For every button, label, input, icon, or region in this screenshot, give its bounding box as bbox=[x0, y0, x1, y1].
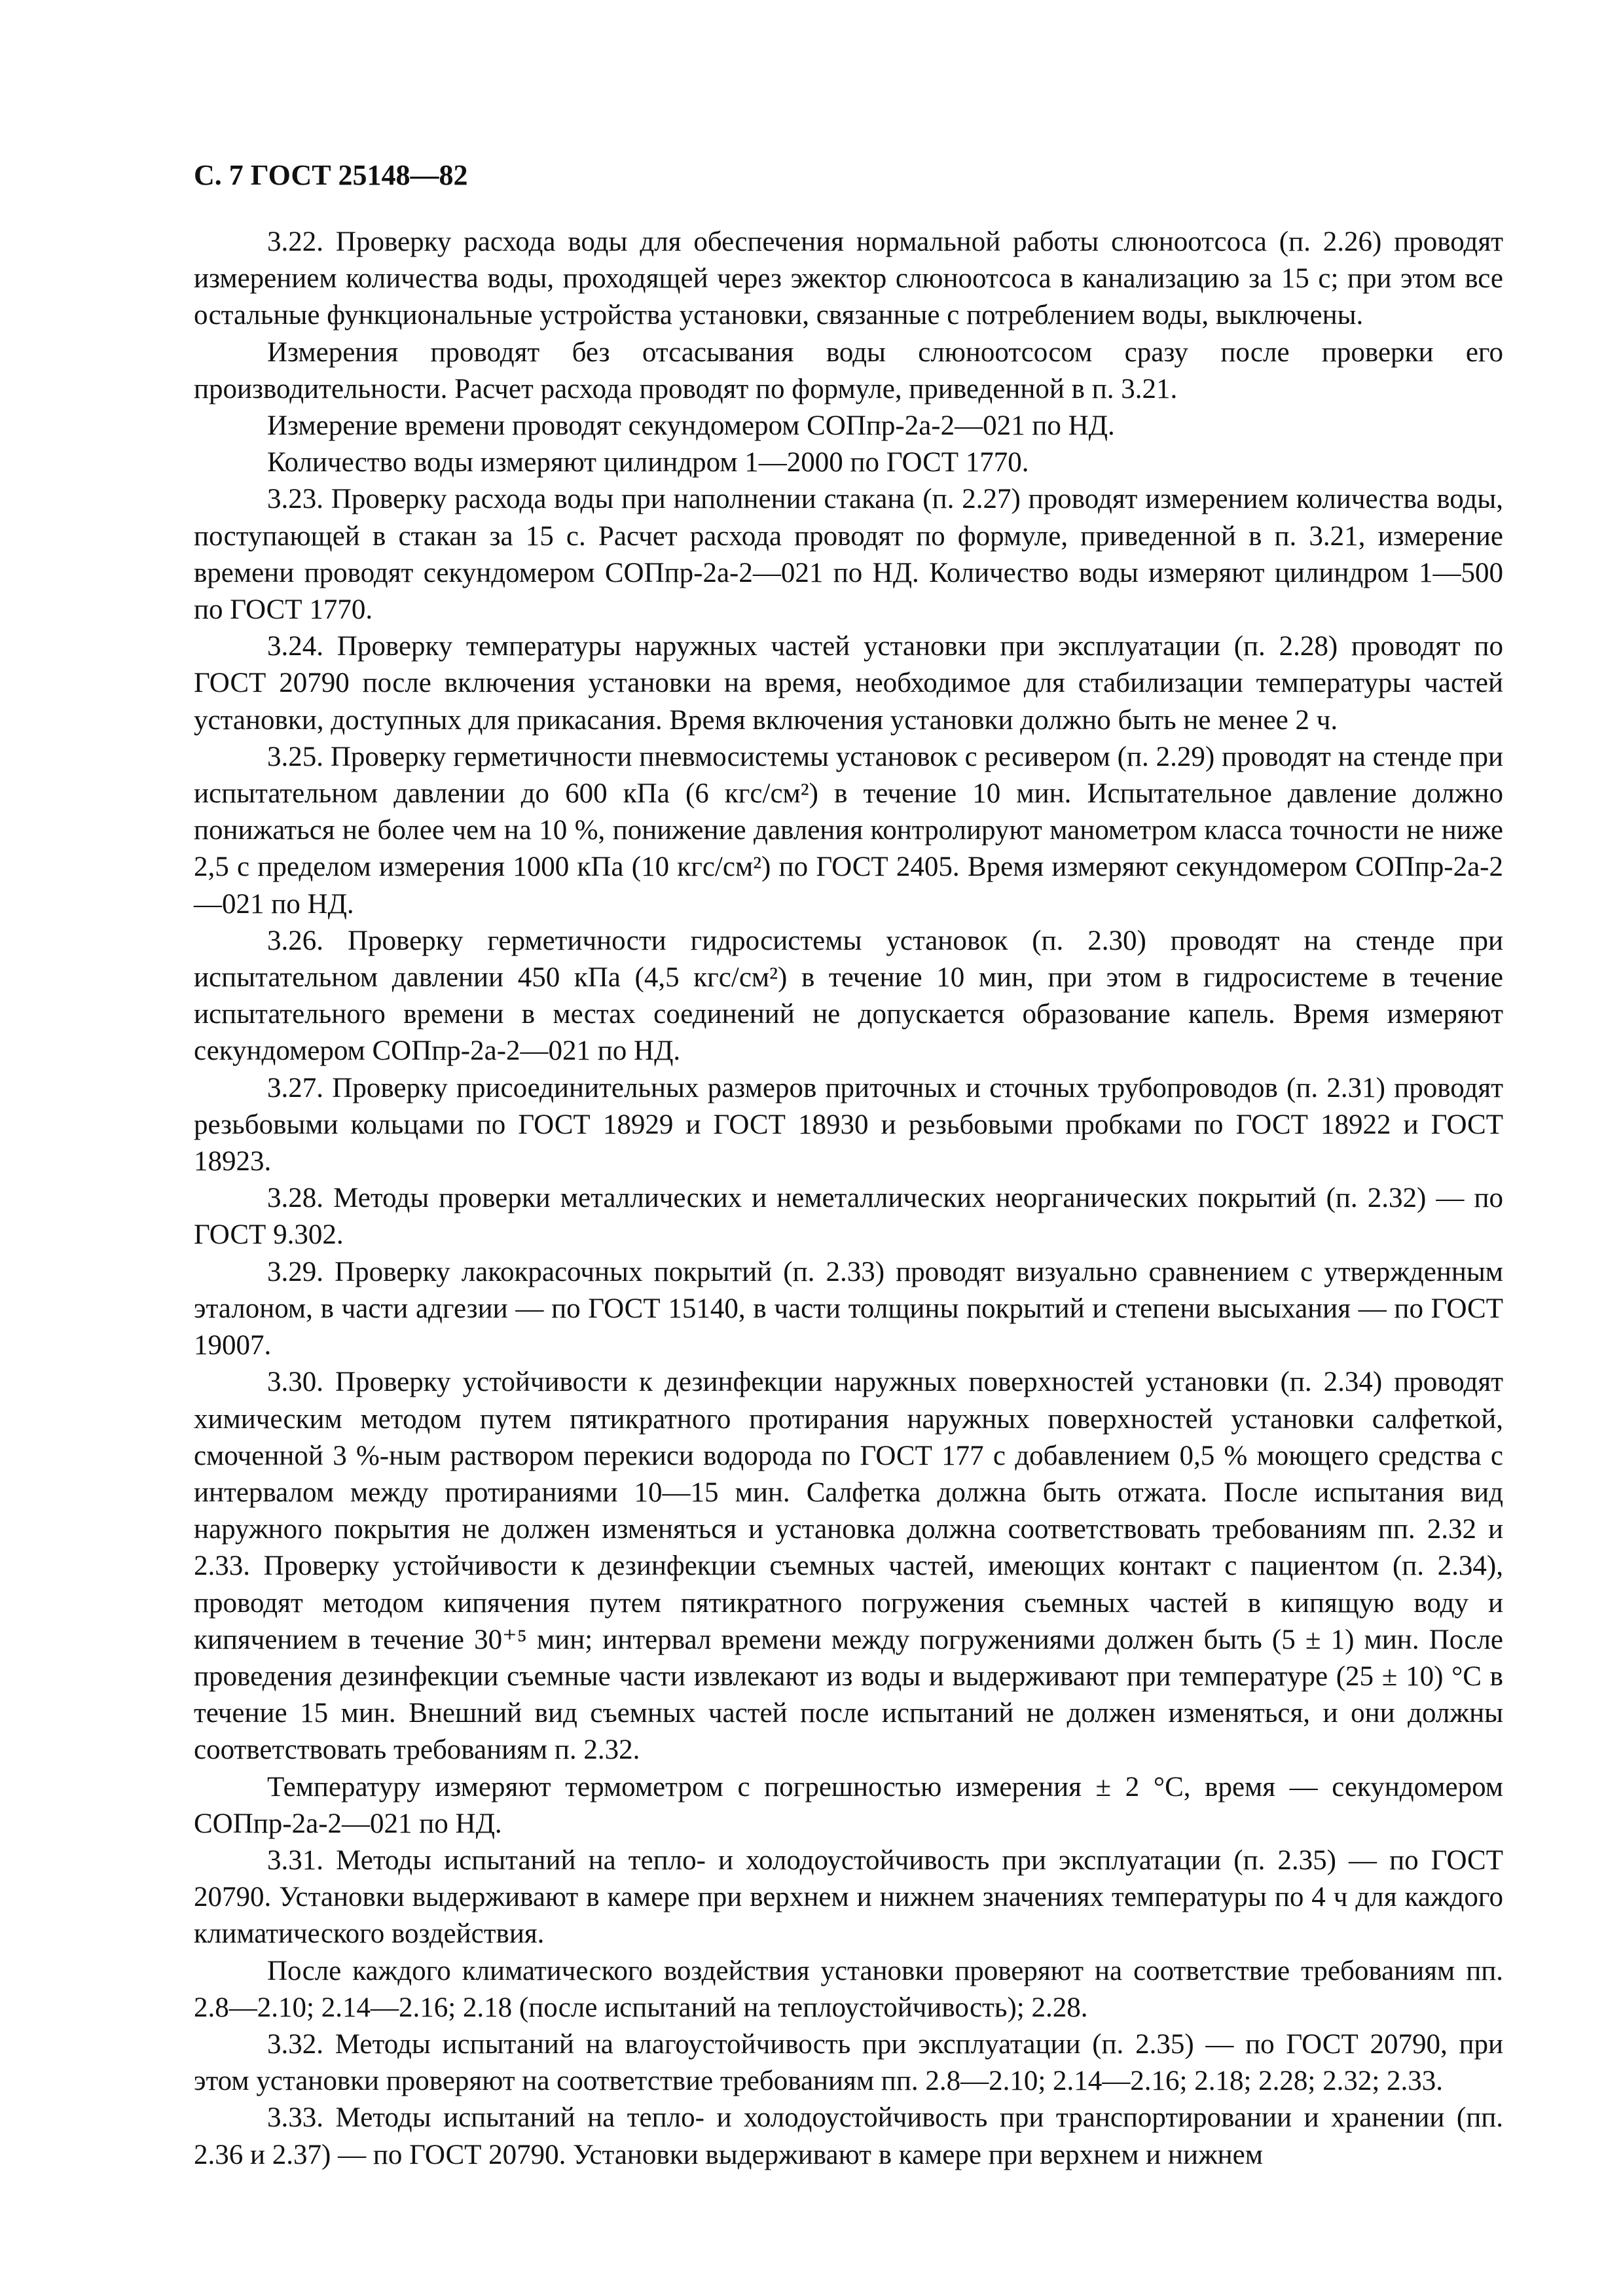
paragraph-3-29: 3.29. Проверку лакокрасочных покрытий (п. 2.33) проводят визуально сравнением с утвержденным эталоном, в части адгезии — по ГОСТ 15140, в части толщины покрытий и степени высыхания — по ГОСТ 19007. bbox=[194, 1256, 1503, 1361]
paragraph-3-32: 3.32. Методы испытаний на влагоустойчивость при эксплуатации (п. 2.35) — по ГОСТ 20790, при этом установки проверяют на соответствие требованиям пп. 2.8—2.10; 2.14—2.16; 2.18; 2.28; 2.32; 2.33. bbox=[194, 2028, 1503, 2097]
paragraph-3-25: 3.25. Проверку герметичности пневмосистемы установок с ресивером (п. 2.29) проводят на стенде при испытательном давлении до 600 кПа (6 кгс/см²) в течение 10 мин. Испытательное давление должно понижаться не более чем на 10 %, понижение давления контролируют манометром класса точности не ниже 2,5 с пределом измерения 1000 кПа (10 кгс/см²) по ГОСТ 2405. Время измеряют секундомером СОПпр-2а-2—021 по НД. bbox=[194, 741, 1503, 920]
paragraph-3-33: 3.33. Методы испытаний на тепло- и холодоустойчивость при транспортировании и хранении (пп. 2.36 и 2.37) — по ГОСТ 20790. Установки выдерживают в камере при верхнем и нижнем bbox=[194, 2102, 1503, 2170]
paragraph-time-measurement: Измерение времени проводят секундомером СОПпр-2а-2—021 по НД. bbox=[267, 410, 1115, 442]
paragraph-3-30: 3.30. Проверку устойчивости к дезинфекции наружных поверхностей установки (п. 2.34) проводят химическим методом путем пятикратного протирания наружных поверхностей установки салфеткой, смоченной 3 %-ным раствором перекиси водорода по ГОСТ 177 с добавлением 0,5 % моющего средства с интервалом между протираниями 10—15 мин. Салфетка должна быть отжата. После испытания вид наружного покрытия не должен изменяться и установка должна соответствовать требованиям пп. 2.32 и 2.33. Проверку устойчивости к дезинфекции съемных частей, имеющих контакт с пациентом (п. 2.34), проводят методом кипячения путем пятикратного погружения съемных частей в кипящую воду и кипячением в течение 30⁺⁵ мин; интервал времени между погружениями должен быть (5 ± 1) мин. После проведения дезинфекции съемные части извлекают из воды и выдерживают при температуре (25 ± 10) °С в течение 15 мин. Внешний вид съемных частей после испытаний не должен изменяться, и они должны соответствовать требованиям п. 2.32. bbox=[194, 1367, 1503, 1766]
paragraph-water-quantity: Количество воды измеряют цилиндром 1—2000 по ГОСТ 1770. bbox=[267, 447, 1029, 478]
document-page bbox=[194, 157, 1503, 2174]
paragraph-3-22: 3.22. Проверку расхода воды для обеспечения нормальной работы слюноотсоса (п. 2.26) проводят измерением количества воды, проходящей через эжектор слюноотсоса в канализацию за 15 с; при этом все остальные функциональные устройства установки, связанные с потреблением воды, выключены. bbox=[194, 226, 1503, 331]
paragraph-after-climatic: После каждого климатического воздействия установки проверяют на соответствие требованиям пп. 2.8—2.10; 2.14—2.16; 2.18 (после испытаний на теплоустойчивость); 2.28. bbox=[194, 1955, 1503, 2023]
paragraph-measurement-note: Измерения проводят без отсасывания воды слюноотсосом сразу после проверки его производительности. Расчет расхода проводят по формуле, приведенной в п. 3.21. bbox=[194, 336, 1503, 404]
paragraph-3-28: 3.28. Методы проверки металлических и неметаллических неорганических покрытий (п. 2.32) — по ГОСТ 9.302. bbox=[194, 1183, 1503, 1251]
paragraph-3-31: 3.31. Методы испытаний на тепло- и холодоустойчивость при эксплуатации (п. 2.35) — по ГОСТ 20790. Установки выдерживают в камере при верхнем и нижнем значениях температуры по 4 ч для каждого климатического воздействия. bbox=[194, 1844, 1503, 1950]
paragraph-3-27: 3.27. Проверку присоединительных размеров приточных и сточных трубопроводов (п. 2.31) проводят резьбовыми кольцами по ГОСТ 18929 и ГОСТ 18930 и резьбовыми пробками по ГОСТ 18922 и ГОСТ 18923. bbox=[194, 1072, 1503, 1177]
paragraph-3-23: 3.23. Проверку расхода воды при наполнении стакана (п. 2.27) проводят измерением количества воды, поступающей в стакан за 15 с. Расчет расхода проводят по формуле, приведенной в п. 3.21, измерение времени проводят секундомером СОПпр-2а-2—021 по НД. Количество воды измеряют цилиндром 1—500 по ГОСТ 1770. bbox=[194, 484, 1503, 626]
page-header: С. 7 ГОСТ 25148—82 bbox=[194, 159, 468, 191]
paragraph-3-24: 3.24. Проверку температуры наружных частей установки при эксплуатации (п. 2.28) проводят по ГОСТ 20790 после включения установки на время, необходимое для стабилизации температуры частей установки, доступных для прикасания. Время включения установки должно быть не менее 2 ч. bbox=[194, 631, 1503, 736]
paragraph-temperature-measurement: Температуру измеряют термометром с погрешностью измерения ± 2 °С, время — секундомером СОПпр-2а-2—021 по НД. bbox=[194, 1771, 1503, 1839]
paragraph-3-26: 3.26. Проверку герметичности гидросистемы установок (п. 2.30) проводят на стенде при испытательном давлении 450 кПа (4,5 кгс/см²) в течение 10 мин, при этом в гидросистеме в течение испытательного времени в местах соединений не допускается образование капель. Время измеряют секундомером СОПпр-2а-2—021 по НД. bbox=[194, 925, 1503, 1067]
